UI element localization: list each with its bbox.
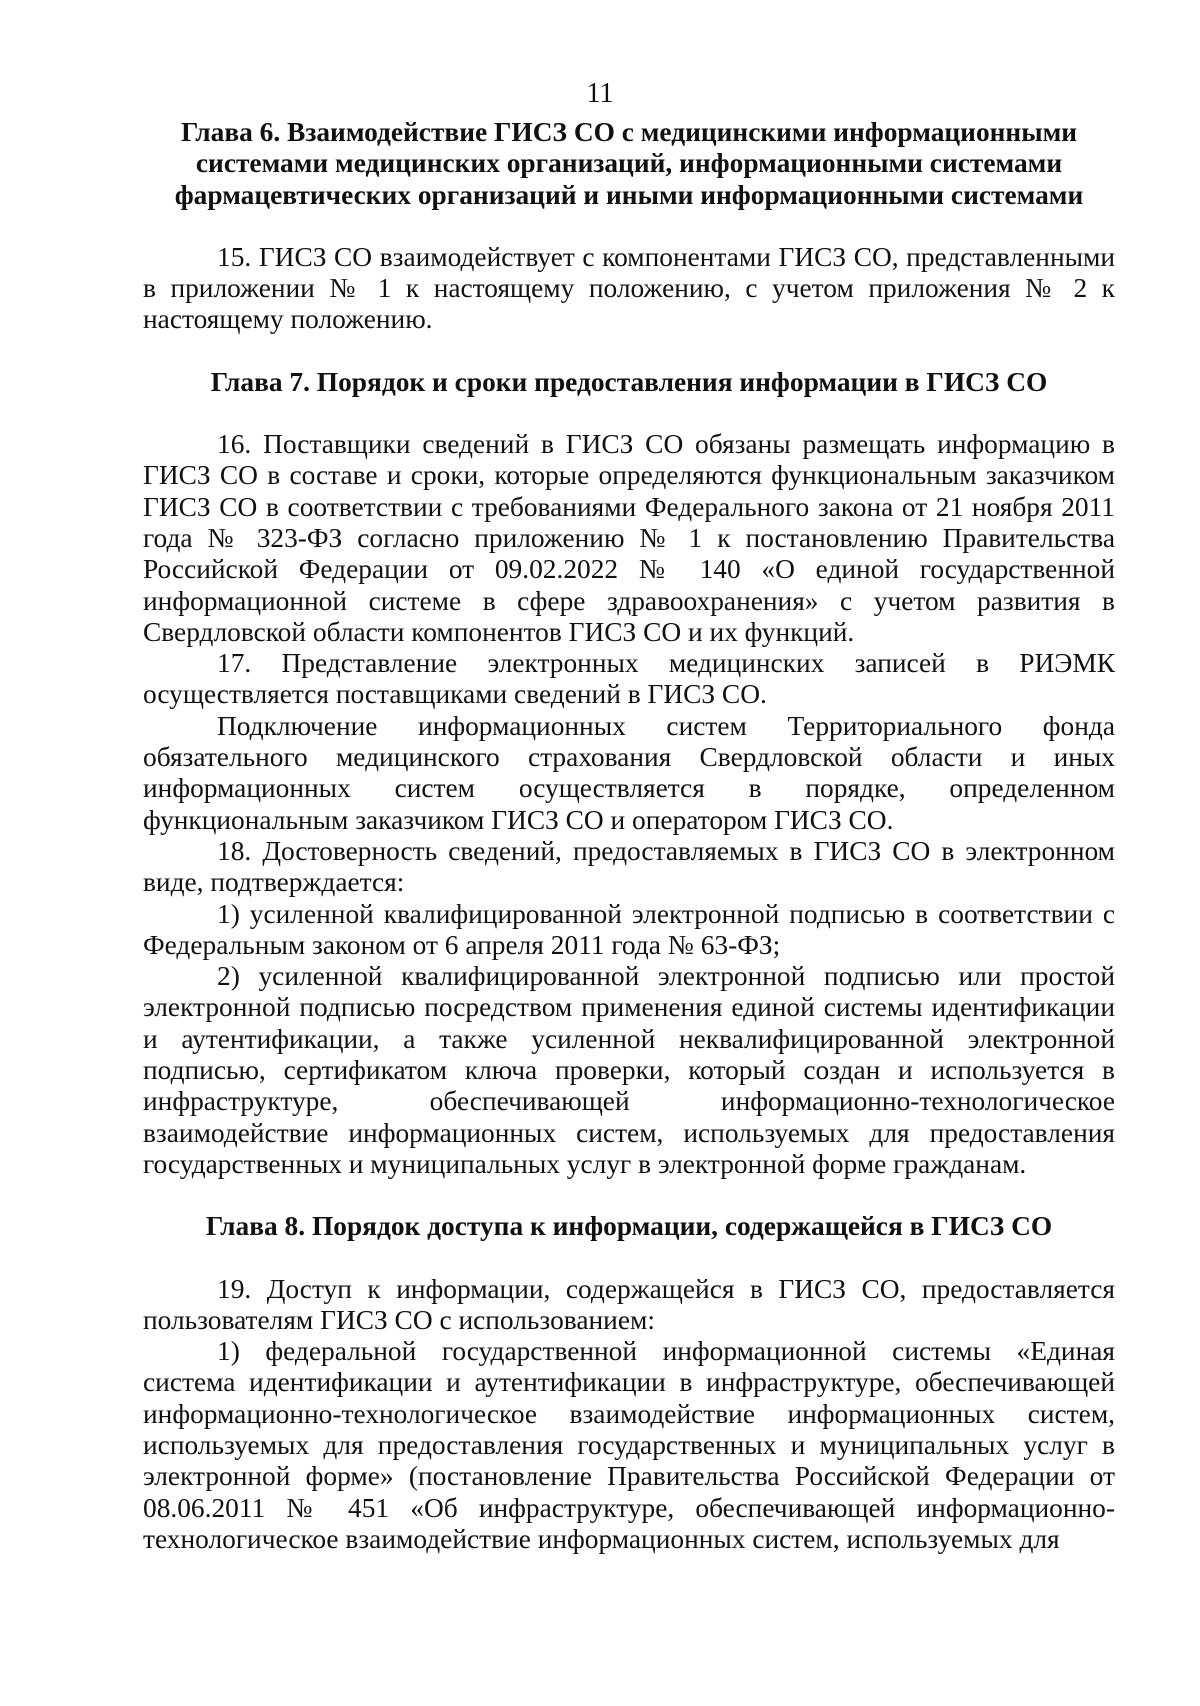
- paragraph-17-connection: Подключение информационных систем Территориального фонда обязательного медицинского страхования Свердловской области и иных информационных систем осуществляется в порядке, определенном функциональным заказчиком ГИСЗ СО и оператором ГИСЗ СО.: [143, 710, 1115, 835]
- chapter-7-heading: Глава 7. Порядок и сроки предоставления информации в ГИСЗ СО: [210, 366, 1048, 397]
- page-number: 11: [586, 78, 614, 109]
- paragraph-18-item-2: 2) усиленной квалифицированной электронной подписью или простой электронной подписью посредством применения единой системы идентификации и аутентификации, а также усиленной неквалифицированной электронной подписью, сертификатом ключа проверки, который создан и используется в инфраструктуре, обеспечивающей информационно-технологическое взаимодействие информационных систем, используемых для предоставления государственных и муниципальных услуг в электронной форме гражданам.: [143, 961, 1115, 1179]
- paragraph-18-item-1: 1) усиленной квалифицированной электронной подписью в соответствии с Федеральным законом от 6 апреля 2011 года № 63-ФЗ;: [143, 898, 1115, 960]
- chapter-8-heading: Глава 8. Порядок доступа к информации, содержащейся в ГИСЗ СО: [205, 1211, 1053, 1242]
- paragraph-16: 16. Поставщики сведений в ГИСЗ СО обязаны размещать информацию в ГИСЗ СО в составе и сроки, которые определяются функциональным заказчиком ГИСЗ СО в соответствии с требованиями Федерального закона от 21 ноября 2011 года № 323-ФЗ согласно приложению № 1 к постановлению Правительства Российской Федерации от 09.02.2022 № 140 «О единой государственной информационной системе в сфере здравоохранения» с учетом развития в Свердловской области компонентов ГИСЗ СО и их функций.: [143, 429, 1115, 647]
- paragraph-15: 15. ГИСЗ СО взаимодействует с компонентами ГИСЗ СО, представленными в приложении № 1 к настоящему положению, с учетом приложения № 2 к настоящему положению.: [143, 241, 1115, 335]
- document-body: [143, 117, 1115, 1555]
- chapter-6-heading: Глава 6. Взаимодействие ГИСЗ СО с медицинскими информационными системами медицинских организаций, информационными системами фармацевтических организаций и иными информационными системами: [174, 117, 1084, 210]
- paragraph-19: 19. Доступ к информации, содержащейся в ГИСЗ СО, предоставляется пользователям ГИСЗ СО с использованием:: [143, 1273, 1115, 1335]
- paragraph-17: 17. Представление электронных медицинских записей в РИЭМК осуществляется поставщиками сведений в ГИСЗ СО.: [143, 648, 1115, 710]
- paragraph-18: 18. Достоверность сведений, предоставляемых в ГИСЗ СО в электронном виде, подтверждается:: [143, 835, 1115, 898]
- paragraph-19-item-1: 1) федеральной государственной информационной системы «Единая система идентификации и аутентификации в инфраструктуре, обеспечивающей информационно-технологическое взаимодействие информационных систем, используемых для предоставления государственных и муниципальных услуг в электронной форме» (постановление Правительства Российской Федерации от 08.06.2011 № 451 «Об инфраструктуре, обеспечивающей информационно-технологическое взаимодействие информационных систем, используемых для: [143, 1336, 1115, 1554]
